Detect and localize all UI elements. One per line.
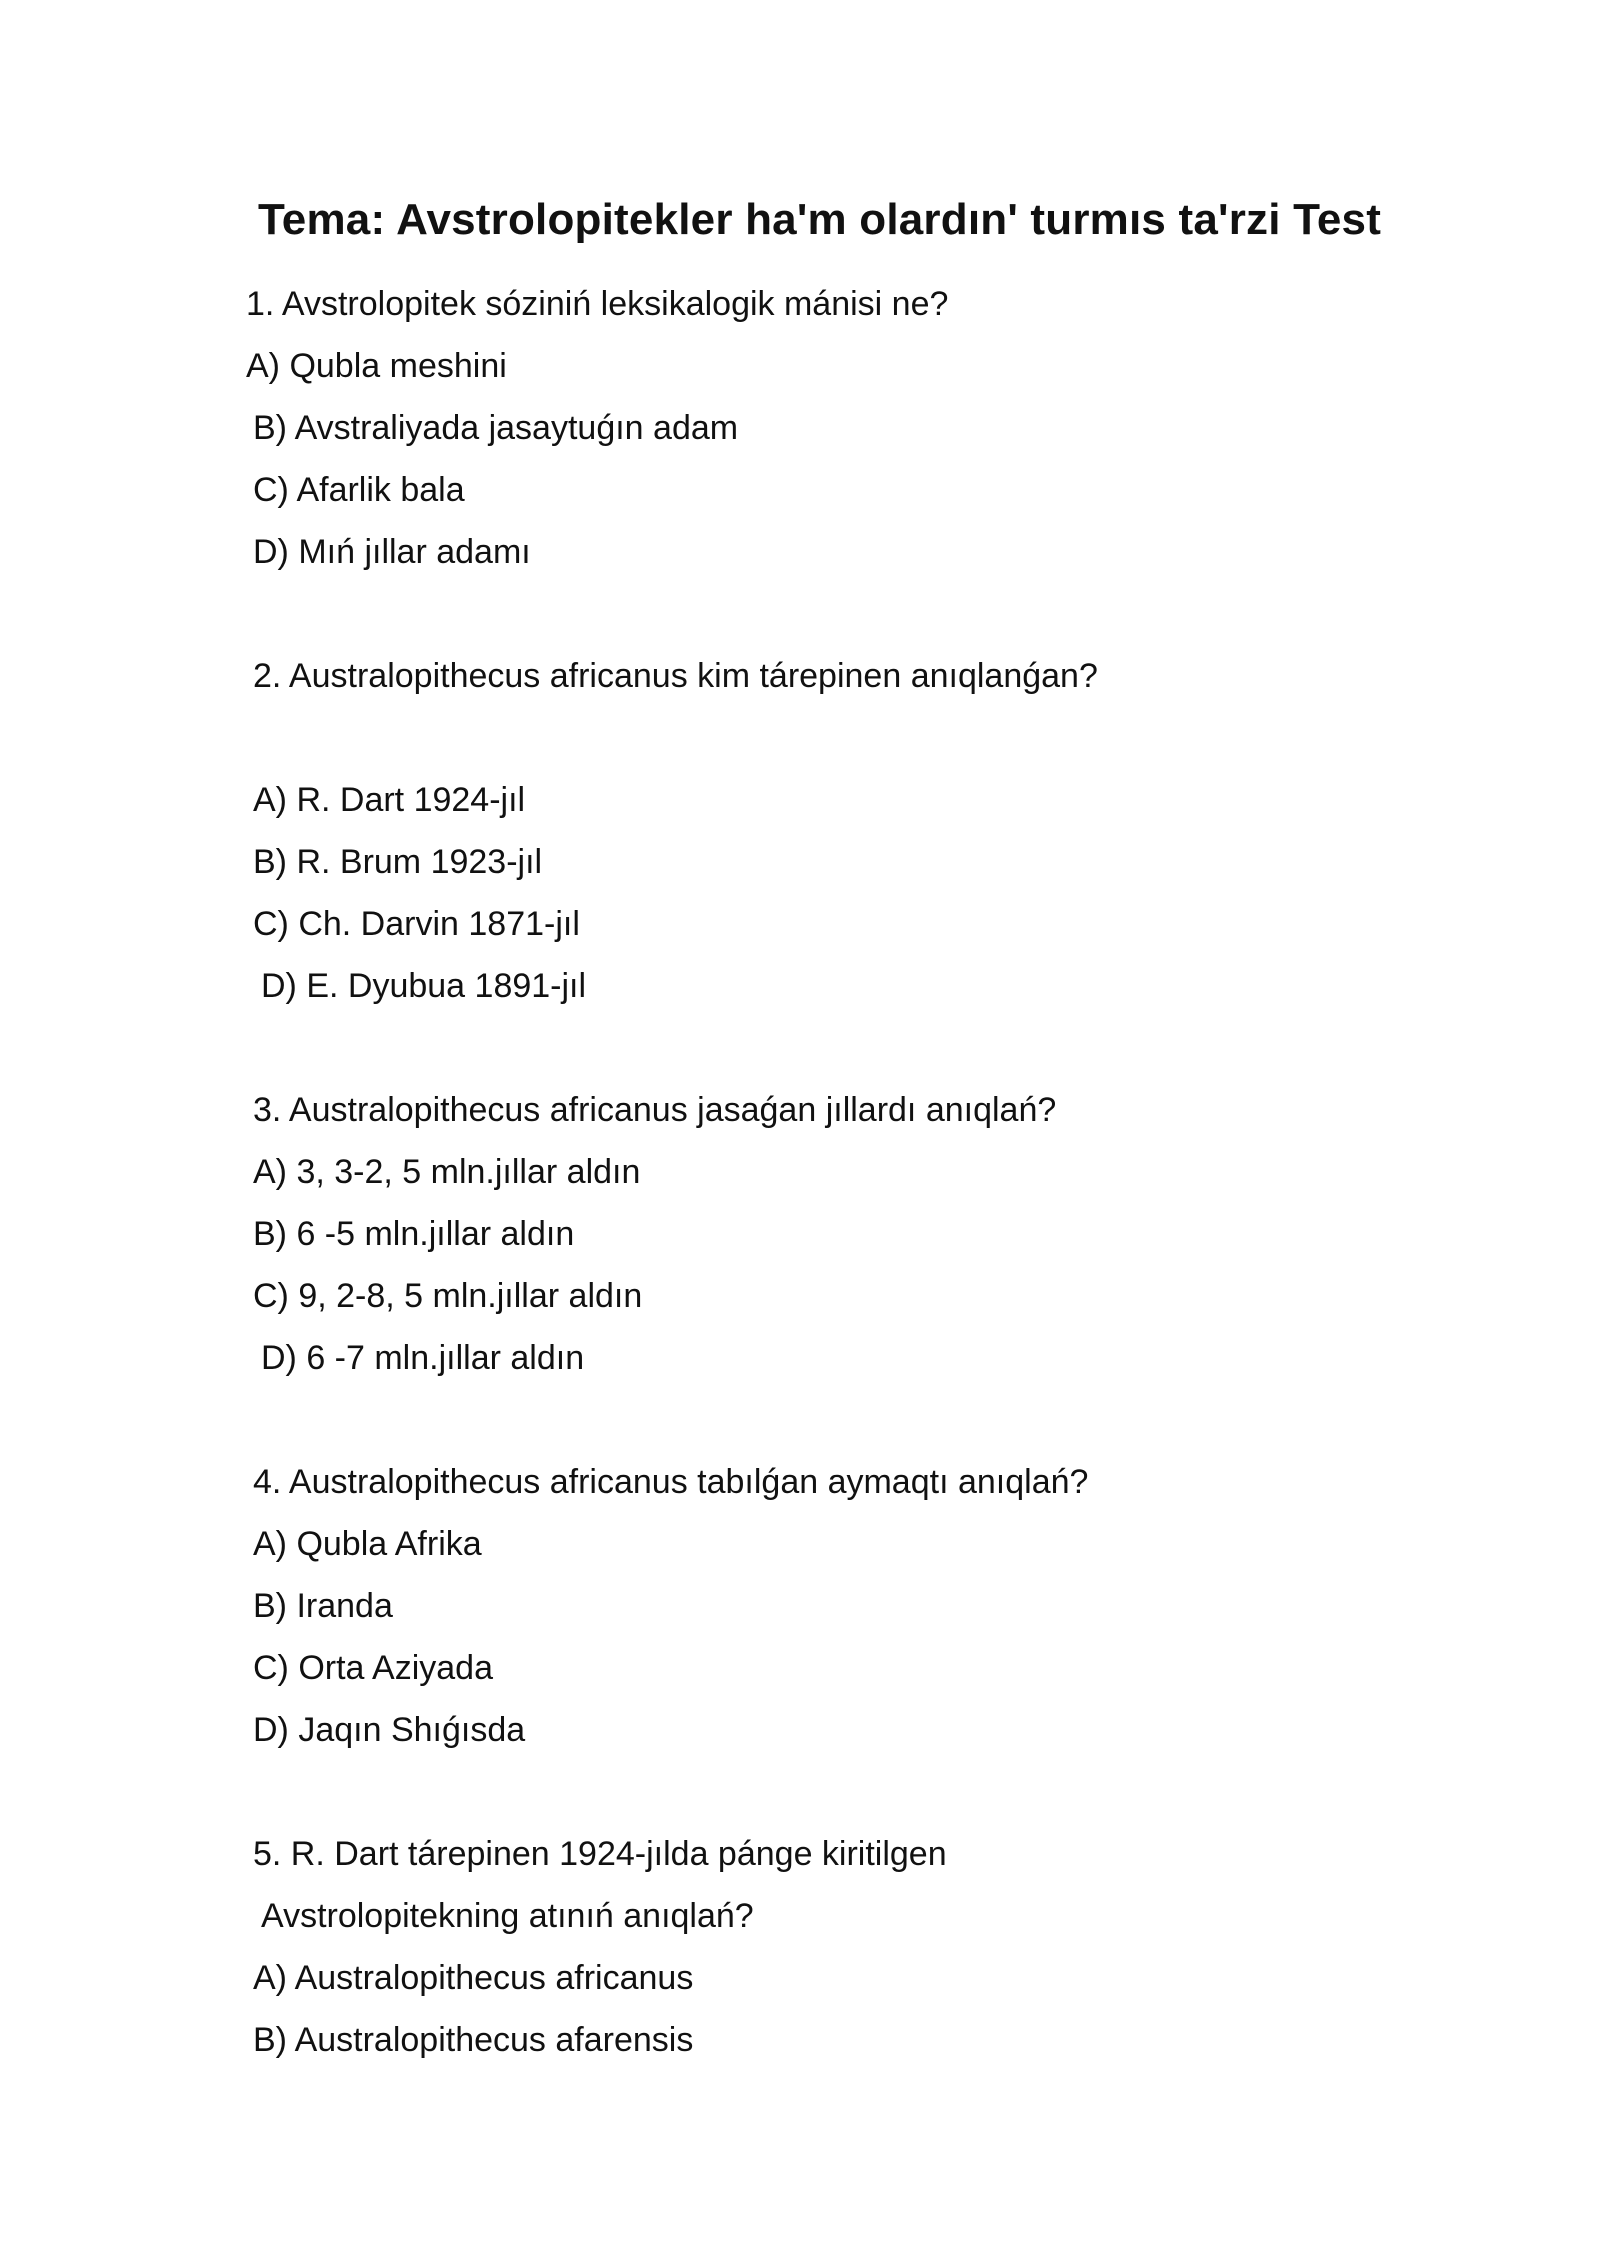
- question-2-option-d: D) E. Dyubua 1891-jıl: [261, 967, 587, 1005]
- question-4-option-d: D) Jaqın Shıǵısda: [253, 1711, 526, 1749]
- question-1-option-a: A) Qubla meshini: [246, 347, 507, 385]
- question-5-option-a: A) Australopithecus africanus: [253, 1959, 694, 1997]
- question-4-option-a: A) Qubla Afrika: [253, 1525, 482, 1563]
- question-3-option-b: B) 6 -5 mln.jıllar aldın: [253, 1215, 575, 1253]
- question-1: 1. Avstrolopitek sóziniń leksikalogik mánisi ne?: [246, 285, 949, 323]
- page-title: Tema: Avstrolopitekler ha'm olardın' turmıs ta'rzi Test: [258, 195, 1382, 244]
- question-5-line-1: 5. R. Dart tárepinen 1924-jılda pánge kiritilgen: [253, 1835, 947, 1873]
- question-2-option-a: A) R. Dart 1924-jıl: [253, 781, 526, 819]
- question-3: 3. Australopithecus africanus jasaǵan jıllardı anıqlań?: [253, 1091, 1057, 1129]
- question-1-option-b: B) Avstraliyada jasaytuǵın adam: [253, 409, 739, 447]
- question-4-option-b: B) Iranda: [253, 1587, 393, 1625]
- question-1-option-c: C) Afarlik bala: [253, 471, 465, 509]
- question-5-line-2: Avstrolopitekning atınıń anıqlań?: [261, 1897, 754, 1935]
- question-2: 2. Australopithecus africanus kim tárepinen anıqlanǵan?: [253, 657, 1098, 695]
- question-5-option-b: B) Australopithecus afarensis: [253, 2021, 694, 2059]
- question-4-option-c: C) Orta Aziyada: [253, 1649, 493, 1687]
- question-1-option-d: D) Mıń jıllar adamı: [253, 533, 531, 571]
- question-2-option-c: C) Ch. Darvin 1871-jıl: [253, 905, 580, 943]
- question-4: 4. Australopithecus africanus tabılǵan aymaqtı anıqlań?: [253, 1463, 1089, 1501]
- question-3-option-a: A) 3, 3-2, 5 mln.jıllar aldın: [253, 1153, 641, 1191]
- question-2-option-b: B) R. Brum 1923-jıl: [253, 843, 543, 881]
- question-3-option-c: C) 9, 2-8, 5 mln.jıllar aldın: [253, 1277, 643, 1315]
- question-3-option-d: D) 6 -7 mln.jıllar aldın: [261, 1339, 585, 1377]
